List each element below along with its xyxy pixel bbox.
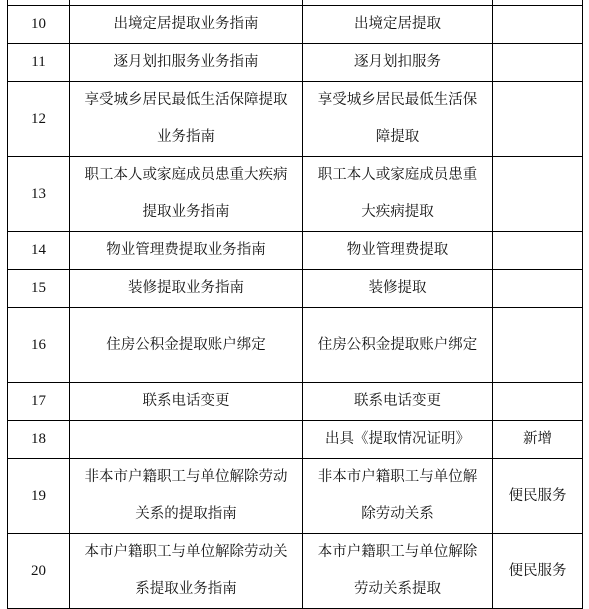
note-cell [493, 6, 583, 44]
table-container [7, 0, 583, 609]
table-row [8, 6, 583, 44]
guide-name-cell: 职工本人或家庭成员患重大疾病提取业务指南 [70, 157, 303, 232]
item-cell: 住房公积金提取账户绑定 [303, 308, 493, 383]
item-cell: 享受城乡居民最低生活保障提取 [303, 82, 493, 157]
row-number-cell: 16 [8, 308, 70, 383]
guide-name-cell: 享受城乡居民最低生活保障提取业务指南 [70, 82, 303, 157]
note-cell: 便民服务 [493, 534, 583, 609]
guide-name-cell: 住房公积金提取账户绑定 [70, 308, 303, 383]
row-number-cell: 12 [8, 82, 70, 157]
guide-name-cell: 联系电话变更 [70, 383, 303, 421]
item-cell: 联系电话变更 [303, 383, 493, 421]
row-number-cell: 14 [8, 232, 70, 270]
note-cell [493, 157, 583, 232]
guide-name-cell: 装修提取业务指南 [70, 270, 303, 308]
item-cell: 物业管理费提取 [303, 232, 493, 270]
note-cell: 便民服务 [493, 459, 583, 534]
item-cell: 职工本人或家庭成员患重大疾病提取 [303, 157, 493, 232]
guide-name-cell: 出境定居提取业务指南 [70, 6, 303, 44]
note-cell [493, 270, 583, 308]
guide-name-cell: 非本市户籍职工与单位解除劳动关系的提取指南 [70, 459, 303, 534]
guide-name-cell: 本市户籍职工与单位解除劳动关系提取业务指南 [70, 534, 303, 609]
row-number-cell: 19 [8, 459, 70, 534]
table-row [8, 270, 583, 308]
note-cell [493, 82, 583, 157]
guide-name-cell: 逐月划扣服务业务指南 [70, 44, 303, 82]
table-row [8, 82, 583, 157]
note-cell [493, 44, 583, 82]
row-number-cell: 13 [8, 157, 70, 232]
note-cell: 新增 [493, 421, 583, 459]
item-cell: 出境定居提取 [303, 6, 493, 44]
note-cell [493, 308, 583, 383]
item-cell: 装修提取 [303, 270, 493, 308]
guide-table [7, 0, 583, 609]
table-row [8, 308, 583, 383]
note-cell [493, 383, 583, 421]
table-row [8, 459, 583, 534]
table-row [8, 534, 583, 609]
guide-name-cell [70, 421, 303, 459]
row-number-cell: 17 [8, 383, 70, 421]
row-number-cell: 20 [8, 534, 70, 609]
row-number-cell: 11 [8, 44, 70, 82]
table-row [8, 383, 583, 421]
row-number-cell: 15 [8, 270, 70, 308]
table-row [8, 232, 583, 270]
table-row [8, 44, 583, 82]
table-row [8, 421, 583, 459]
row-number-cell: 18 [8, 421, 70, 459]
item-cell: 逐月划扣服务 [303, 44, 493, 82]
item-cell: 非本市户籍职工与单位解除劳动关系 [303, 459, 493, 534]
note-cell [493, 232, 583, 270]
row-number-cell: 10 [8, 6, 70, 44]
table-row [8, 157, 583, 232]
item-cell: 本市户籍职工与单位解除劳动关系提取 [303, 534, 493, 609]
guide-name-cell: 物业管理费提取业务指南 [70, 232, 303, 270]
item-cell: 出具《提取情况证明》 [303, 421, 493, 459]
